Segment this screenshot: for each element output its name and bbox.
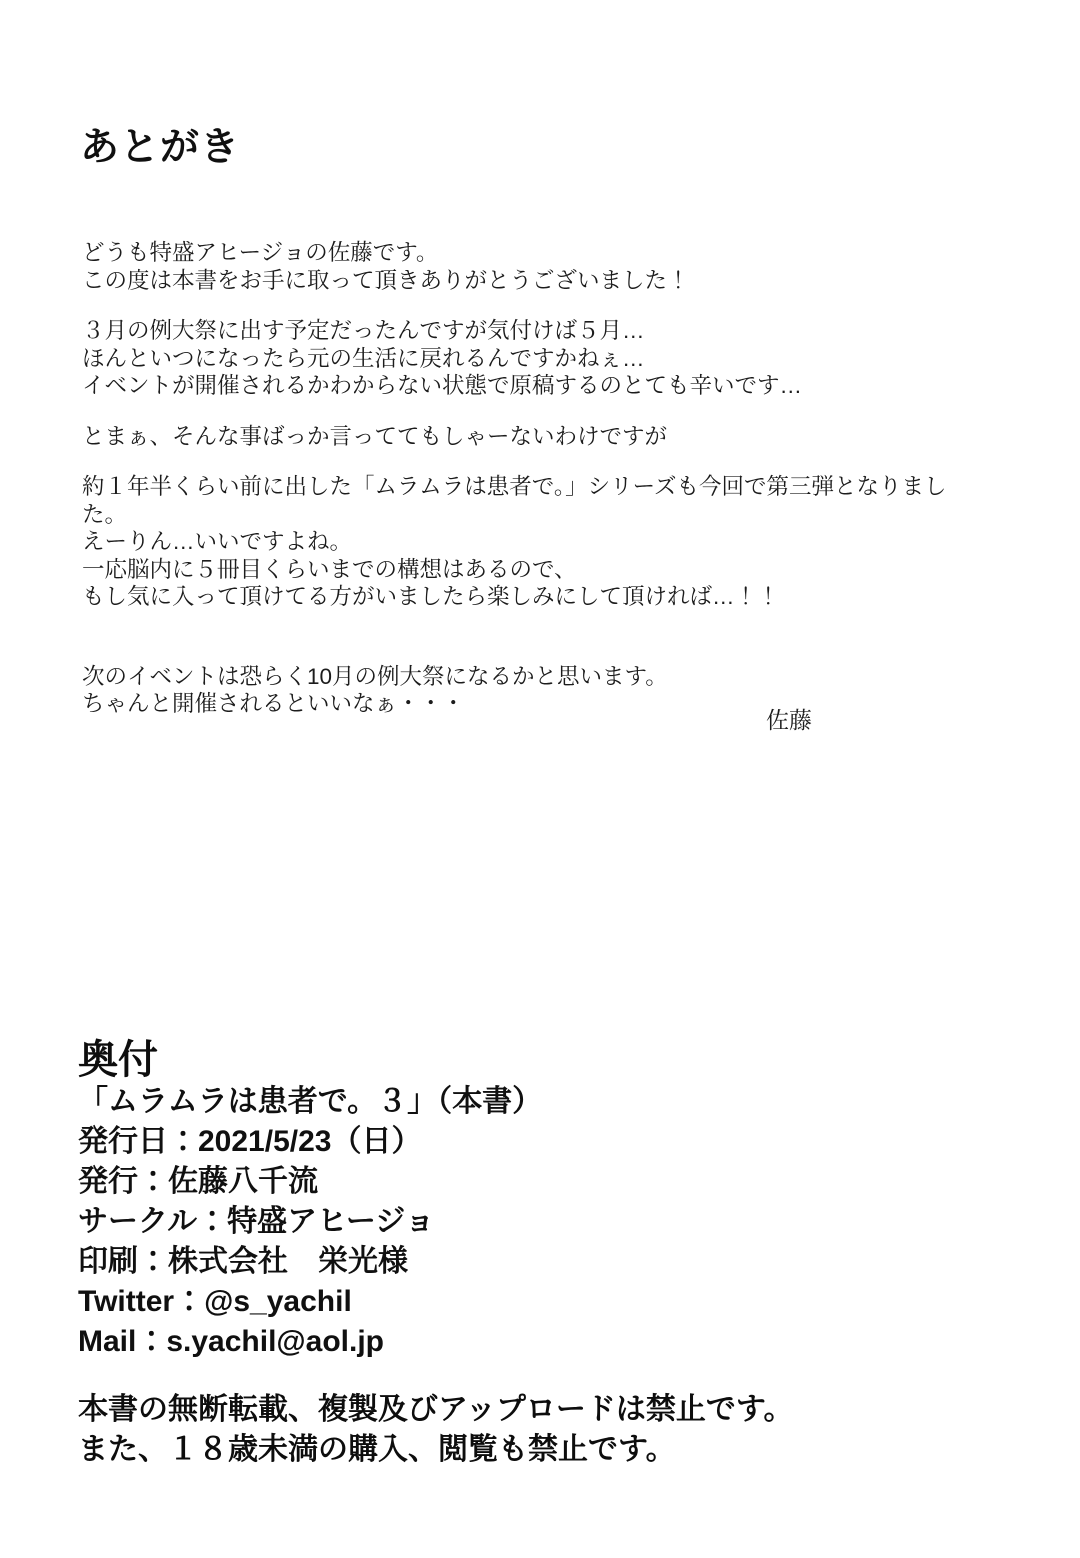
- colophon-line-publish-date: 発行日：2021/5/23（日）: [78, 1125, 422, 1158]
- text-line: ほんといつになったら元の生活に戻れるんですかねぇ…: [82, 345, 645, 371]
- afterword-signature: 佐藤: [766, 707, 812, 733]
- colophon-book-title: 「ムラムラは患者で。３」（本書）: [78, 1085, 543, 1118]
- afterword-paragraph: [82, 239, 982, 294]
- afterword-body: [82, 239, 982, 741]
- text-line: 約１年半くらい前に出した「ムラムラは患者で。」シリーズも今回で第三弾となりました。: [82, 474, 947, 527]
- text-line: 次のイベントは恐らく10月の例大祭になるかと思います。: [82, 663, 668, 689]
- afterword-paragraph: [82, 663, 982, 718]
- colophon-body: [78, 1082, 542, 1362]
- text-line: ３月の例大祭に出す予定だったんですが気付けば５月…: [82, 318, 645, 343]
- colophon-line-publisher: 発行：佐藤八千流: [78, 1165, 318, 1198]
- colophon-line-mail: Mail：s.yachil@aol.jp: [78, 1325, 385, 1358]
- afterword-paragraph: [82, 317, 982, 400]
- afterword-paragraph: [82, 473, 982, 611]
- colophon-title: 奥付: [78, 1038, 158, 1082]
- text-line: とまぁ、そんな事ばっか言っててもしゃーないわけですが: [82, 423, 668, 449]
- text-line: ちゃんと開催されるといいなぁ・・・: [82, 691, 465, 716]
- colophon-line-circle: サークル：特盛アヒージョ: [78, 1205, 435, 1238]
- text-line: もし気に入って頂けてる方がいましたら楽しみにして頂ければ…！！: [82, 584, 780, 609]
- text-line: イベントが開催されるかわからない状態で原稿するのとても辛いです…: [82, 373, 803, 398]
- notice-line: また、１８歳未満の購入、閲覧も禁止です。: [78, 1433, 676, 1466]
- colophon-line-printer: 印刷：株式会社 栄光様: [78, 1245, 408, 1278]
- notice-line: 本書の無断転載、複製及びアップロードは禁止です。: [78, 1393, 794, 1426]
- afterword-title: あとがき: [80, 126, 241, 169]
- text-line: どうも特盛アヒージョの佐藤です。: [82, 240, 439, 265]
- notice: [78, 1390, 794, 1470]
- text-line: えーりん…いいですよね。: [82, 529, 353, 554]
- text-line: 一応脳内に５冊目くらいまでの構想はあるので、: [82, 556, 577, 582]
- text-line: この度は本書をお手に取って頂きありがとうございました！: [82, 267, 690, 293]
- colophon-line-twitter: Twitter：@s_yachil: [78, 1285, 352, 1318]
- afterword-paragraph: [82, 423, 982, 451]
